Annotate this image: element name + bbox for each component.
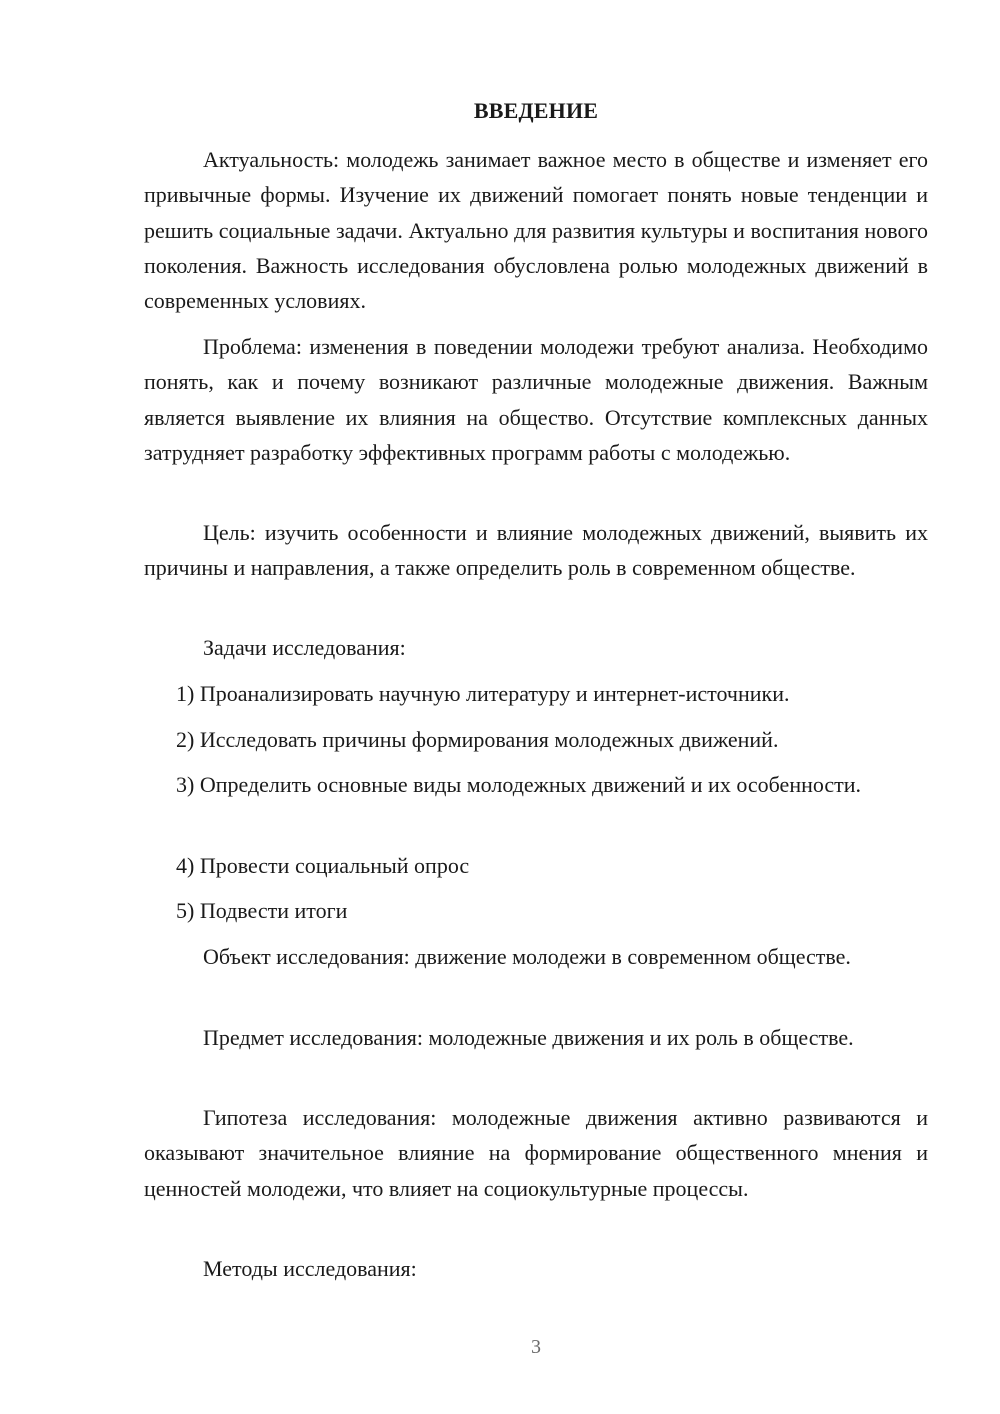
task-item-1: 1) Проанализировать научную литературу и интернет-источники. bbox=[176, 681, 790, 706]
task-item-2: 2) Исследовать причины формирования молодежных движений. bbox=[176, 727, 779, 752]
methods-title: Методы исследования: bbox=[203, 1256, 417, 1281]
task-item-5: 5) Подвести итоги bbox=[176, 898, 348, 923]
subject-paragraph: Предмет исследования: молодежные движения и их роль в обществе. bbox=[203, 1025, 854, 1050]
hypothesis-paragraph: Гипотеза исследования: молодежные движения активно развиваются и оказывают значительное влияние на формирование общественного мнения и ценностей молодежи, что влияет на социокультурные процессы. bbox=[144, 1105, 928, 1201]
goal-paragraph: Цель: изучить особенности и влияние молодежных движений, выявить их причины и направления, а также определить роль в современном обществе. bbox=[144, 520, 928, 581]
task-item-3: 3) Определить основные виды молодежных движений и их особенности. bbox=[176, 772, 862, 797]
tasks-title: Задачи исследования: bbox=[203, 635, 406, 660]
document-page bbox=[144, 0, 928, 1414]
page-number: 3 bbox=[531, 1336, 541, 1358]
page-title: ВВЕДЕНИЕ bbox=[473, 98, 599, 123]
task-item-4: 4) Провести социальный опрос bbox=[176, 853, 470, 878]
problem-paragraph: Проблема: изменения в поведении молодежи требуют анализа. Необходимо понять, как и почему возникают различные молодежные движения. Важным является выявление их влияния на общество. Отсутствие комплексных данных затрудняет разработку эффективных программ работы с молодежью. bbox=[144, 334, 928, 465]
relevance-paragraph: Актуальность: молодежь занимает важное место в обществе и изменяет его привычные формы. Изучение их движений помогает понять новые тенденции и решить социальные задачи. Актуально для развития культуры и воспитания нового поколения. Важность исследования обусловлена ролью молодежных движений в современных условиях. bbox=[144, 147, 928, 314]
object-paragraph: Объект исследования: движение молодежи в современном обществе. bbox=[203, 944, 851, 969]
